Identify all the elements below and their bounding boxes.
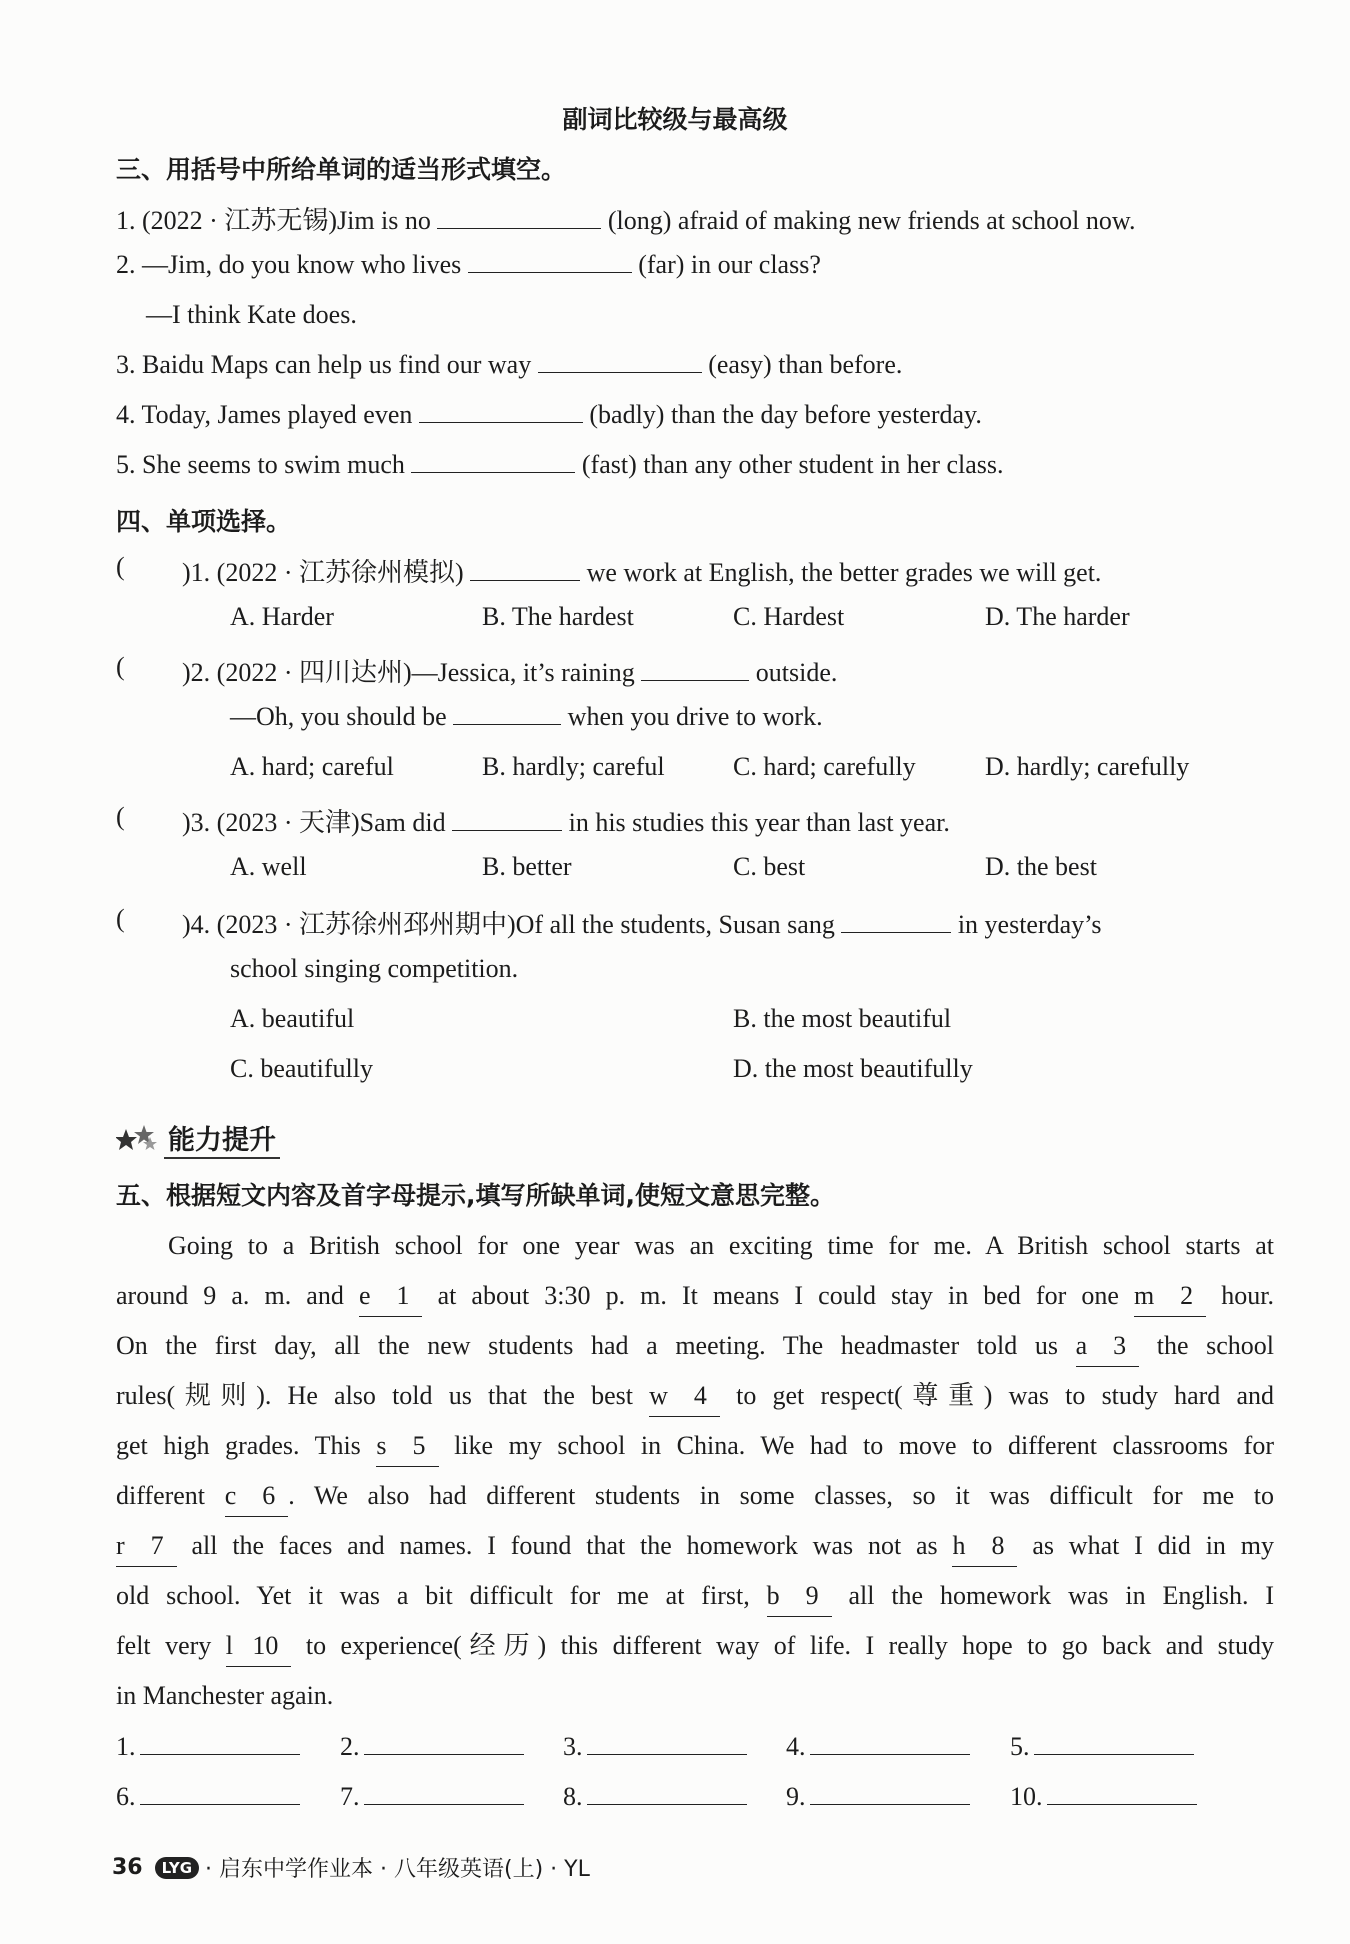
passage-text: Going to a British school for one year was an exciting time for me. A British school starts at [168, 1231, 1274, 1260]
q2-line2 [230, 702, 823, 732]
s3-item-5 [116, 450, 1004, 480]
passage-line [116, 1576, 1274, 1626]
s3-blank-4[interactable] [419, 421, 583, 423]
s3-item-3 [116, 350, 902, 380]
answer-label: 8. [563, 1782, 583, 1811]
answer-label: 3. [563, 1732, 583, 1761]
answer-label: 7. [340, 1782, 360, 1811]
q3-option-c[interactable]: C. best [733, 852, 806, 881]
s3-item-2-answer: —I think Kate does. [146, 300, 357, 329]
q4-paren[interactable]: ( [116, 904, 125, 933]
q3-post: in his studies this year than last year. [568, 808, 950, 837]
passage-text: all the faces and names. I found that the homework was not as [176, 1531, 953, 1560]
answer-9[interactable] [786, 1782, 970, 1812]
s3-item-1 [116, 200, 1135, 237]
q4-option-b[interactable]: B. the most beautiful [733, 1004, 952, 1033]
page-title: 副词比较级与最高级 [562, 105, 788, 134]
passage-line [116, 1526, 1274, 1576]
q4-option-d[interactable]: D. the most beautifully [733, 1054, 973, 1083]
q3-option-a[interactable]: A. well [230, 852, 307, 881]
passage-text: old school. Yet it was a bit difficult for me at first, [116, 1581, 767, 1610]
q3-option-b[interactable]: B. better [482, 852, 572, 881]
q2-option-d[interactable]: D. hardly; carefully [985, 752, 1190, 781]
passage-text: to get respect(尊重) was to study hard and [719, 1381, 1274, 1410]
ability-header [116, 1118, 280, 1159]
answer-label: 4. [786, 1732, 806, 1761]
passage-text: like my school in China. We had to move to different classrooms for [438, 1431, 1274, 1460]
section-4-heading: 四、单项选择。 [116, 507, 292, 536]
passage-blank[interactable]: s 5 [376, 1426, 438, 1467]
s3-item-1-post: (long) afraid of making new friends at school now. [607, 206, 1136, 235]
q3-paren[interactable]: ( [116, 802, 125, 831]
passage-text: rules(规则). He also told us that the best [116, 1381, 650, 1410]
q2-l2-pre: —Oh, you should be [230, 702, 447, 731]
answer-6[interactable] [116, 1782, 300, 1812]
passage-text: different [116, 1481, 225, 1510]
answer-label: 2. [340, 1732, 360, 1761]
q4-option-a[interactable]: A. beautiful [230, 1004, 355, 1033]
passage-blank[interactable]: h 8 [952, 1526, 1017, 1567]
passage-blank[interactable]: m 2 [1134, 1276, 1206, 1317]
passage-text: to experience(经历) this different way of life. I really hope to go back and study [291, 1631, 1274, 1660]
footer-text: · 启东中学作业本 · 八年级英语(上) · YL [205, 1857, 590, 1882]
s3-item-5-pre: 5. She seems to swim much [116, 450, 405, 479]
q3-num: )3. (2023 · 天津)Sam did [182, 808, 446, 837]
s3-item-2-post: (far) in our class? [638, 250, 821, 279]
passage-line [116, 1276, 1274, 1326]
s3-item-4-post: (badly) than the day before yesterday. [589, 400, 982, 429]
passage-blank[interactable]: w 4 [649, 1376, 720, 1417]
q2-option-c[interactable]: C. hard; carefully [733, 752, 916, 781]
passage-line [116, 1676, 1274, 1726]
answer-2[interactable] [340, 1732, 524, 1762]
passage-line [116, 1226, 1274, 1276]
q2-blank-1[interactable] [641, 679, 749, 681]
q1-post: we work at English, the better grades we will get. [586, 558, 1102, 587]
section-3-heading: 三、用括号中所给单词的适当形式填空。 [116, 155, 567, 184]
answer-label: 9. [786, 1782, 806, 1811]
passage-blank[interactable]: c 6 [225, 1476, 289, 1517]
passage-text: hour. [1206, 1281, 1274, 1310]
lyg-badge: LYG [155, 1857, 199, 1879]
passage-text: in Manchester again. [116, 1681, 334, 1710]
q2-post: outside. [755, 658, 838, 687]
passage-blank[interactable]: l 10 [226, 1626, 292, 1667]
q1-paren[interactable]: ( [116, 552, 125, 581]
s3-item-4-pre: 4. Today, James played even [116, 400, 413, 429]
ability-label: 能力提升 [164, 1118, 280, 1159]
q3-blank[interactable] [452, 829, 562, 831]
s3-item-3-pre: 3. Baidu Maps can help us find our way [116, 350, 532, 379]
q1-option-c[interactable]: C. Hardest [733, 602, 845, 631]
s3-item-3-post: (easy) than before. [708, 350, 903, 379]
answer-3[interactable] [563, 1732, 747, 1762]
q2-option-a[interactable]: A. hard; careful [230, 752, 394, 781]
footer [112, 1852, 590, 1883]
q4-line2: school singing competition. [230, 954, 519, 983]
s3-blank-1[interactable] [437, 227, 601, 229]
section-5-heading: 五、根据短文内容及首字母提示,填写所缺单词,使短文意思完整。 [116, 1181, 835, 1210]
passage-text: On the first day, all the new students had a meeting. The headmaster told us [116, 1331, 1076, 1360]
passage-line [116, 1376, 1274, 1426]
q4-blank[interactable] [841, 931, 951, 933]
answer-1[interactable] [116, 1732, 300, 1762]
passage-text: around 9 a. m. and [116, 1281, 359, 1310]
s3-item-2-pre: 2. —Jim, do you know who lives [116, 250, 462, 279]
q3-option-d[interactable]: D. the best [985, 852, 1097, 881]
q4-post: in yesterday’s [957, 910, 1102, 939]
q2-num: )2. (2022 · 四川达州)—Jessica, it’s raining [182, 658, 635, 687]
q1-option-a[interactable]: A. Harder [230, 602, 334, 631]
q2-option-b[interactable]: B. hardly; careful [482, 752, 665, 781]
passage-text: get high grades. This [116, 1431, 377, 1460]
q1-stem [182, 552, 1101, 589]
answer-label: 5. [1010, 1732, 1030, 1761]
q1-option-b[interactable]: B. The hardest [482, 602, 634, 631]
s3-item-1-pre: 1. (2022 · 江苏无锡)Jim is no [116, 206, 431, 235]
s3-item-4 [116, 400, 982, 430]
q1-num: )1. (2022 · 江苏徐州模拟) [182, 558, 464, 587]
q1-blank[interactable] [470, 579, 580, 581]
passage-text: the school [1139, 1331, 1274, 1360]
q2-blank-2[interactable] [453, 723, 561, 725]
q3-stem [182, 802, 950, 839]
passage-blank[interactable]: e 1 [359, 1276, 423, 1317]
answer-label: 1. [116, 1732, 136, 1761]
passage-line [116, 1626, 1274, 1676]
q4-option-c[interactable]: C. beautifully [230, 1054, 373, 1083]
answer-5[interactable] [1010, 1732, 1194, 1762]
q1-option-d[interactable]: D. The harder [985, 602, 1130, 631]
passage-text: at about 3:30 p. m. It means I could stay in bed for one [422, 1281, 1134, 1310]
passage-blank[interactable]: b 9 [767, 1576, 832, 1617]
answer-label: 10. [1010, 1782, 1043, 1811]
passage-line [116, 1326, 1274, 1376]
passage-blank[interactable]: a 3 [1076, 1326, 1140, 1367]
q4-stem [182, 904, 1102, 941]
passage-text: felt very [116, 1631, 226, 1660]
answer-4[interactable] [786, 1732, 970, 1762]
page-number: 36 [112, 1855, 143, 1880]
passage-line [116, 1426, 1274, 1476]
s3-blank-2[interactable] [468, 271, 632, 273]
answer-7[interactable] [340, 1782, 524, 1812]
q2-paren[interactable]: ( [116, 652, 125, 681]
q2-l2-post: when you drive to work. [567, 702, 823, 731]
answer-10[interactable] [1010, 1782, 1197, 1812]
s3-item-5-post: (fast) than any other student in her class. [581, 450, 1004, 479]
s3-item-2 [116, 250, 821, 280]
s3-blank-3[interactable] [538, 371, 702, 373]
passage-text: all the homework was in English. I [831, 1581, 1274, 1610]
s3-blank-5[interactable] [411, 471, 575, 473]
passage-text: . We also had different students in some classes, so it was difficult for me to [288, 1481, 1274, 1510]
stars-icon [116, 1123, 160, 1155]
passage-text: as what I did in my [1017, 1531, 1274, 1560]
answer-8[interactable] [563, 1782, 747, 1812]
q2-stem [182, 652, 837, 689]
answer-label: 6. [116, 1782, 136, 1811]
passage [116, 1226, 1274, 1726]
passage-line [116, 1476, 1274, 1526]
q4-num: )4. (2023 · 江苏徐州邳州期中)Of all the students, Susan sang [182, 910, 835, 939]
passage-blank[interactable]: r 7 [116, 1526, 177, 1567]
